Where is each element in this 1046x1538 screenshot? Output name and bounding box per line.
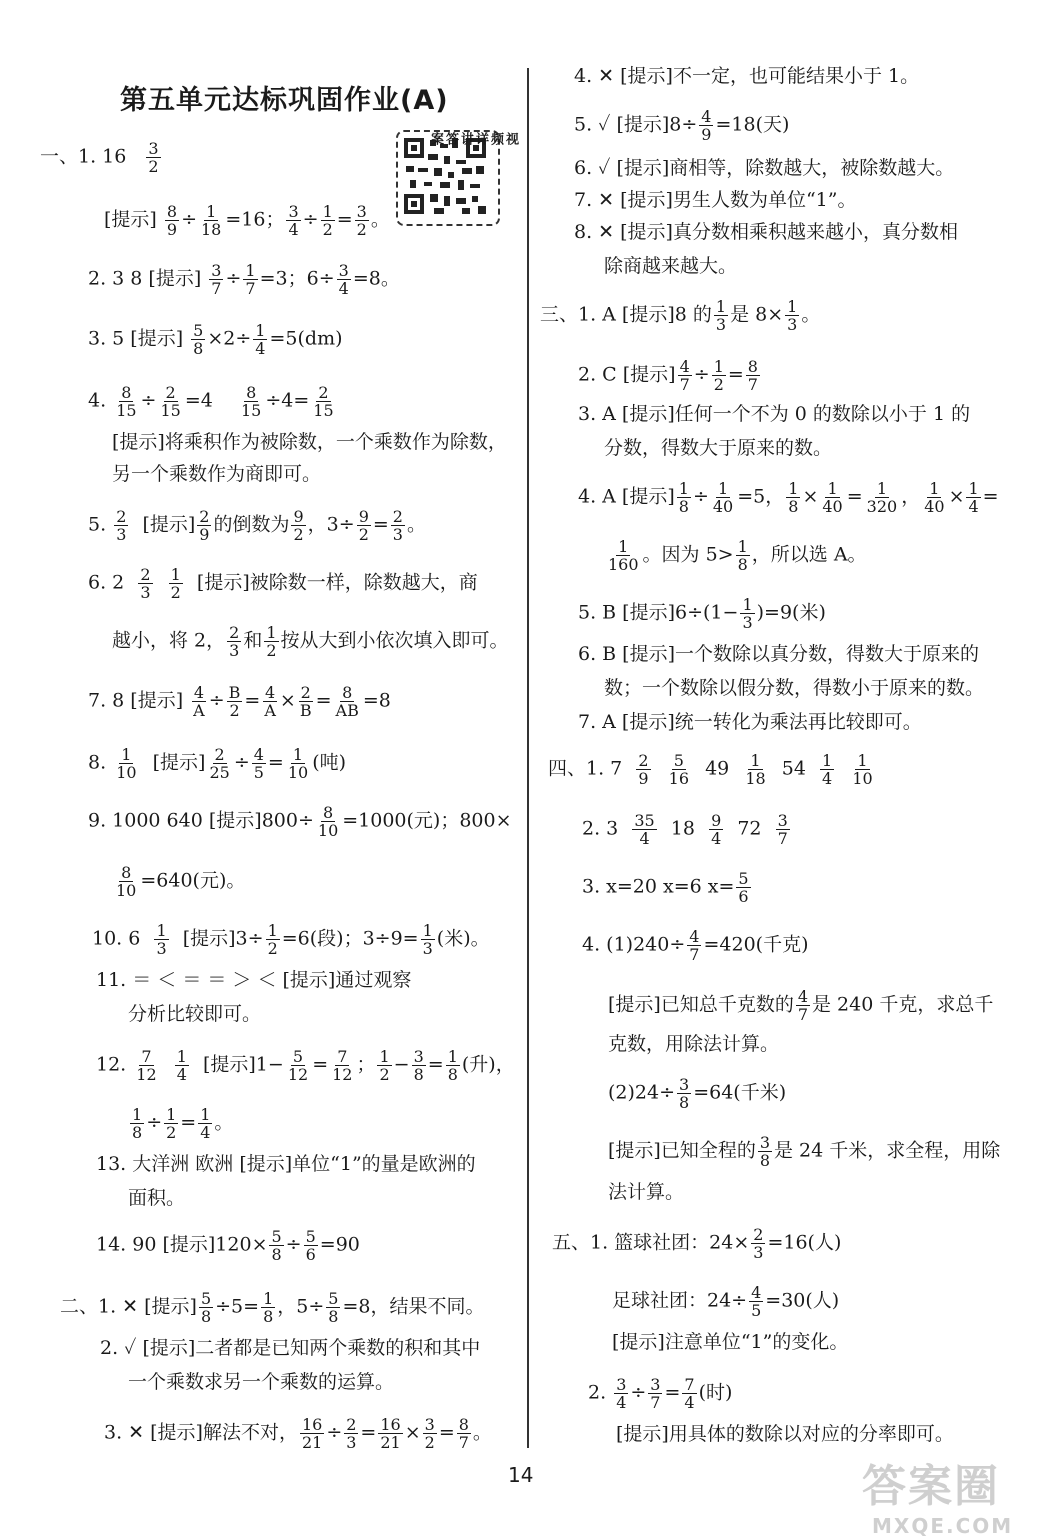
answer-line: 12. $\frac{7}{12}$ $\frac{1}{4}$ [提示]1− $\frac{5}{12}$ = $\frac{7}{12}$ ； $\frac{1}{2}$ − $\frac{3}{8}$ = $\frac{1}{8}$ (升)， xyxy=(96,1047,515,1084)
answer-line: 面积。 xyxy=(128,1187,186,1209)
answer-text: (2)24÷ xyxy=(608,1081,676,1104)
answer-line: 6. B [提示]一个数除以真分数，得数大于原来的 xyxy=(578,643,979,665)
answer-line: 5. B [提示]6÷(1− $\frac{1}{3}$ )=9(米) xyxy=(578,595,826,632)
answer-line: 10. 6 $\frac{1}{3}$ [提示]3÷ $\frac{1}{2}$ =6(段)；3÷9= $\frac{1}{3}$ (米)。 xyxy=(92,921,490,958)
answer-line: 3. ✕ [提示]解法不对， $\frac{16}{21}$ ÷ $\frac{2}{3}$ = $\frac{16}{21}$ × $\frac{3}{2}$ = $\frac{8}{7}$ 。 xyxy=(104,1415,492,1452)
answer-line: 数；一个数除以假分数，得数小于原来的数。 xyxy=(604,677,985,699)
answer-line xyxy=(40,140,163,175)
answer-line: 分析比较即可。 xyxy=(128,1003,262,1025)
answer-line: 法计算。 xyxy=(608,1181,685,1203)
answer-text: 5. B [提示]6÷ xyxy=(578,601,704,624)
answer-line: 4. (1)240÷ $\frac{4}{7}$ =420(千克) xyxy=(582,927,809,964)
answer-line: 7. ✕ [提示]男生人数为单位“1”。 xyxy=(574,189,857,211)
answer-line: 6. ✓ [提示]商相等，除数越大，被除数越大。 xyxy=(574,157,955,179)
answer-line: [提示]注意单位“1”的变化。 xyxy=(612,1331,849,1353)
answer-text: 6. 2 xyxy=(88,571,125,594)
answer-text: 2. 3 8 [提示] xyxy=(88,267,202,290)
answer-line: 一个乘数求另一个乘数的运算。 xyxy=(128,1371,395,1393)
answer-line: [提示]将乘积作为被除数，一个乘数作为除数， xyxy=(112,431,507,453)
answer-line: [提示]用具体的数除以对应的分率即可。 xyxy=(616,1423,954,1445)
answer-line: 2. $\frac{3}{4}$ ÷ $\frac{3}{7}$ = $\frac{7}{4}$ (时) xyxy=(588,1375,733,1412)
answer-text: 二、1. ✕ [提示] xyxy=(60,1295,197,1318)
answer-line: $\frac{8}{10}$ =640(元)。 xyxy=(116,863,246,900)
answer-text: [提示]已知全程的 xyxy=(608,1139,756,1162)
answer-text: 4. (1)240÷ xyxy=(582,933,686,956)
answer-line: 8. $\frac{1}{10}$ [提示] $\frac{2}{25}$ ÷ $\frac{4}{5}$ = $\frac{1}{10}$ (吨) xyxy=(88,745,347,782)
answer-text: 2. xyxy=(588,1381,607,1404)
answer-text: 一、1. 16 xyxy=(40,145,127,168)
answer-text: 5. xyxy=(88,513,107,536)
answer-line: 足球社团：24÷ $\frac{4}{5}$ =30(人) xyxy=(612,1283,840,1320)
fraction: $\frac{3}{2}$ xyxy=(148,139,159,176)
answer-line: $\frac{1}{160}$ 。因为 5> $\frac{1}{8}$ ，所以选 A。 xyxy=(608,537,867,574)
answer-text: 8. xyxy=(88,751,107,774)
answer-text: 五、1. 篮球社团：24× xyxy=(552,1231,750,1254)
answer-text: 14. 90 [提示]120× xyxy=(96,1233,268,1256)
answer-line: 三、1. A [提示]8 的 $\frac{1}{3}$ 是 8× $\frac{1}{3}$ 。 xyxy=(540,297,821,334)
answer-line: 6. 2 $\frac{2}{3}$ $\frac{1}{2}$ [提示]被除数一样，除数越大，商 xyxy=(88,565,478,602)
answer-line: 2. 3 8 [提示] $\frac{3}{7}$ ÷ $\frac{1}{7}$ =3；6÷ $\frac{3}{4}$ =8。 xyxy=(88,261,400,298)
answer-line: 克数，用除法计算。 xyxy=(608,1033,780,1055)
answer-text: 2. 3 xyxy=(582,817,619,840)
answer-text: 3. x=20 x=6 x= xyxy=(582,875,735,898)
answer-line: 4. $\frac{8}{15}$ ÷ $\frac{2}{15}$ =4 $\frac{8}{15}$ ÷4= $\frac{2}{15}$ xyxy=(88,383,334,420)
answer-text: 10. 6 xyxy=(92,927,141,950)
answer-text: 2. C [提示] xyxy=(578,363,676,386)
answer-line: 二、1. ✕ [提示] $\frac{5}{8}$ ÷5= $\frac{1}{8}$ ，5÷ $\frac{5}{8}$ =8，结果不同。 xyxy=(60,1289,485,1326)
answer-line: 3. x=20 x=6 x= $\frac{5}{6}$ xyxy=(582,869,749,906)
answer-line: 3. A [提示]任何一个不为 0 的数除以小于 1 的 xyxy=(578,403,971,425)
answer-line: 5. ✓ [提示]8÷ $\frac{4}{9}$ =18(天) xyxy=(574,107,790,144)
answer-text: 12. xyxy=(96,1053,127,1076)
answer-line: 四、1. 7 $\frac{2}{9}$ $\frac{5}{16}$ 49 $\frac{1}{18}$ 54 $\frac{1}{4}$ $\frac{1}{10}$ xyxy=(548,751,873,788)
answer-line: 7. A [提示]统一转化为乘法再比较即可。 xyxy=(578,711,922,733)
answer-text: 三、1. A [提示]8 的 xyxy=(540,303,712,326)
answer-line: 13. 大洋洲 欧洲 [提示]单位“1”的量是欧洲的 xyxy=(96,1153,476,1175)
column-divider xyxy=(527,68,529,1448)
answer-line: 越小，将 2， $\frac{2}{3}$ 和 $\frac{1}{2}$ 按从大到小依次填入即可。 xyxy=(112,623,509,660)
qr-caption: 视频详讲答案 xyxy=(428,132,518,145)
answer-text: 越小，将 2， xyxy=(112,629,226,652)
answer-line: $\frac{1}{8}$ ÷ $\frac{1}{2}$ = $\frac{1}{4}$ 。 xyxy=(132,1105,234,1142)
answer-line: 2. 3 $\frac{35}{4}$ 18 $\frac{9}{4}$ 72 $\frac{3}{7}$ xyxy=(582,811,788,848)
answer-line: 五、1. 篮球社团：24× $\frac{2}{3}$ =16(人) xyxy=(552,1225,842,1262)
answer-line: 3. 5 [提示] $\frac{5}{8}$ ×2÷ $\frac{1}{4}$ =5(dm) xyxy=(88,321,343,358)
answer-line: 2. ✓ [提示]二者都是已知两个乘数的积和其中 xyxy=(100,1337,481,1359)
answer-line: [提示]已知总千克数的 $\frac{4}{7}$ 是 240 千克，求总千 xyxy=(608,987,994,1024)
answer-line: 14. 90 [提示]120× $\frac{5}{8}$ ÷ $\frac{5}{6}$ =90 xyxy=(96,1227,360,1264)
answer-line: 5. $\frac{2}{3}$ [提示] $\frac{2}{9}$ 的倒数为 $\frac{9}{2}$ ，3÷ $\frac{9}{2}$ = $\frac{2}{3}$ 。 xyxy=(88,507,426,544)
answer-text: 9. 1000 640 [提示]800÷ xyxy=(88,809,314,832)
answer-line: [提示]已知全程的 $\frac{3}{8}$ 是 24 千米，求全程，用除 xyxy=(608,1133,1001,1170)
answer-line: 另一个乘数作为商即可。 xyxy=(112,463,322,485)
answer-text: [提示]已知总千克数的 xyxy=(608,993,794,1016)
answer-line: 分数，得数大于原来的数。 xyxy=(604,437,833,459)
answer-line: 9. 1000 640 [提示]800÷ $\frac{8}{10}$ =1000(元)；800× xyxy=(88,803,512,840)
answer-text: 4. A [提示] xyxy=(578,485,675,508)
hint-label: [提示] xyxy=(104,208,157,231)
page-title: 第五单元达标巩固作业(A) xyxy=(120,85,449,116)
answer-text: 四、1. 7 xyxy=(548,757,623,780)
answer-line: [提示] $\frac{8}{9}$ ÷ $\frac{1}{18}$ =16； $\frac{3}{4}$ ÷ $\frac{1}{2}$ = $\frac{3}{2}$ 。 xyxy=(104,202,390,239)
answer-text: 5. ✓ [提示]8÷ xyxy=(574,113,698,136)
watermark-logo xyxy=(862,1450,1032,1538)
answer-line: 7. 8 [提示] $\frac{4}{A}$ ÷ $\frac{B}{2}$ = $\frac{4}{A}$ × $\frac{2}{B}$ = $\frac{8}{AB}$ =8 xyxy=(88,683,391,720)
answer-line: 2. C [提示] $\frac{4}{7}$ ÷ $\frac{1}{2}$ = $\frac{8}{7}$ xyxy=(578,357,758,394)
answer-line: 除商越来越大。 xyxy=(604,255,738,277)
page-number: 14 xyxy=(508,1463,534,1487)
answer-line: (2)24÷ $\frac{3}{8}$ =64(千米) xyxy=(608,1075,787,1112)
answer-line: 4. A [提示] $\frac{1}{8}$ ÷ $\frac{1}{40}$ =5， $\frac{1}{8}$ × $\frac{1}{40}$ = $\frac{1}{320}$ ， $\frac{1}{40}$ × $\frac{1}{4}$ = xyxy=(578,479,999,516)
answer-line: 11. ＝ ＜ ＝ ＝ ＞ ＜ [提示]通过观察 xyxy=(96,969,412,991)
answer-text: 7. 8 [提示] xyxy=(88,689,184,712)
answer-text: =640(元)。 xyxy=(140,869,246,892)
answer-text: 4. xyxy=(88,389,107,412)
answer-text: 3. 5 [提示] xyxy=(88,327,184,350)
qr-icon xyxy=(404,138,490,216)
watermark-url: MXQE.COM xyxy=(872,1514,1014,1538)
answer-text: 3. ✕ [提示]解法不对， xyxy=(104,1421,298,1444)
watermark-text: 答案圈 xyxy=(862,1461,1000,1512)
answer-line: 4. ✕ [提示]不一定，也可能结果小于 1。 xyxy=(574,65,920,87)
answer-line: 8. ✕ [提示]真分数相乘积越来越小，真分数相 xyxy=(574,221,958,243)
answer-text: 足球社团：24÷ xyxy=(612,1289,748,1312)
